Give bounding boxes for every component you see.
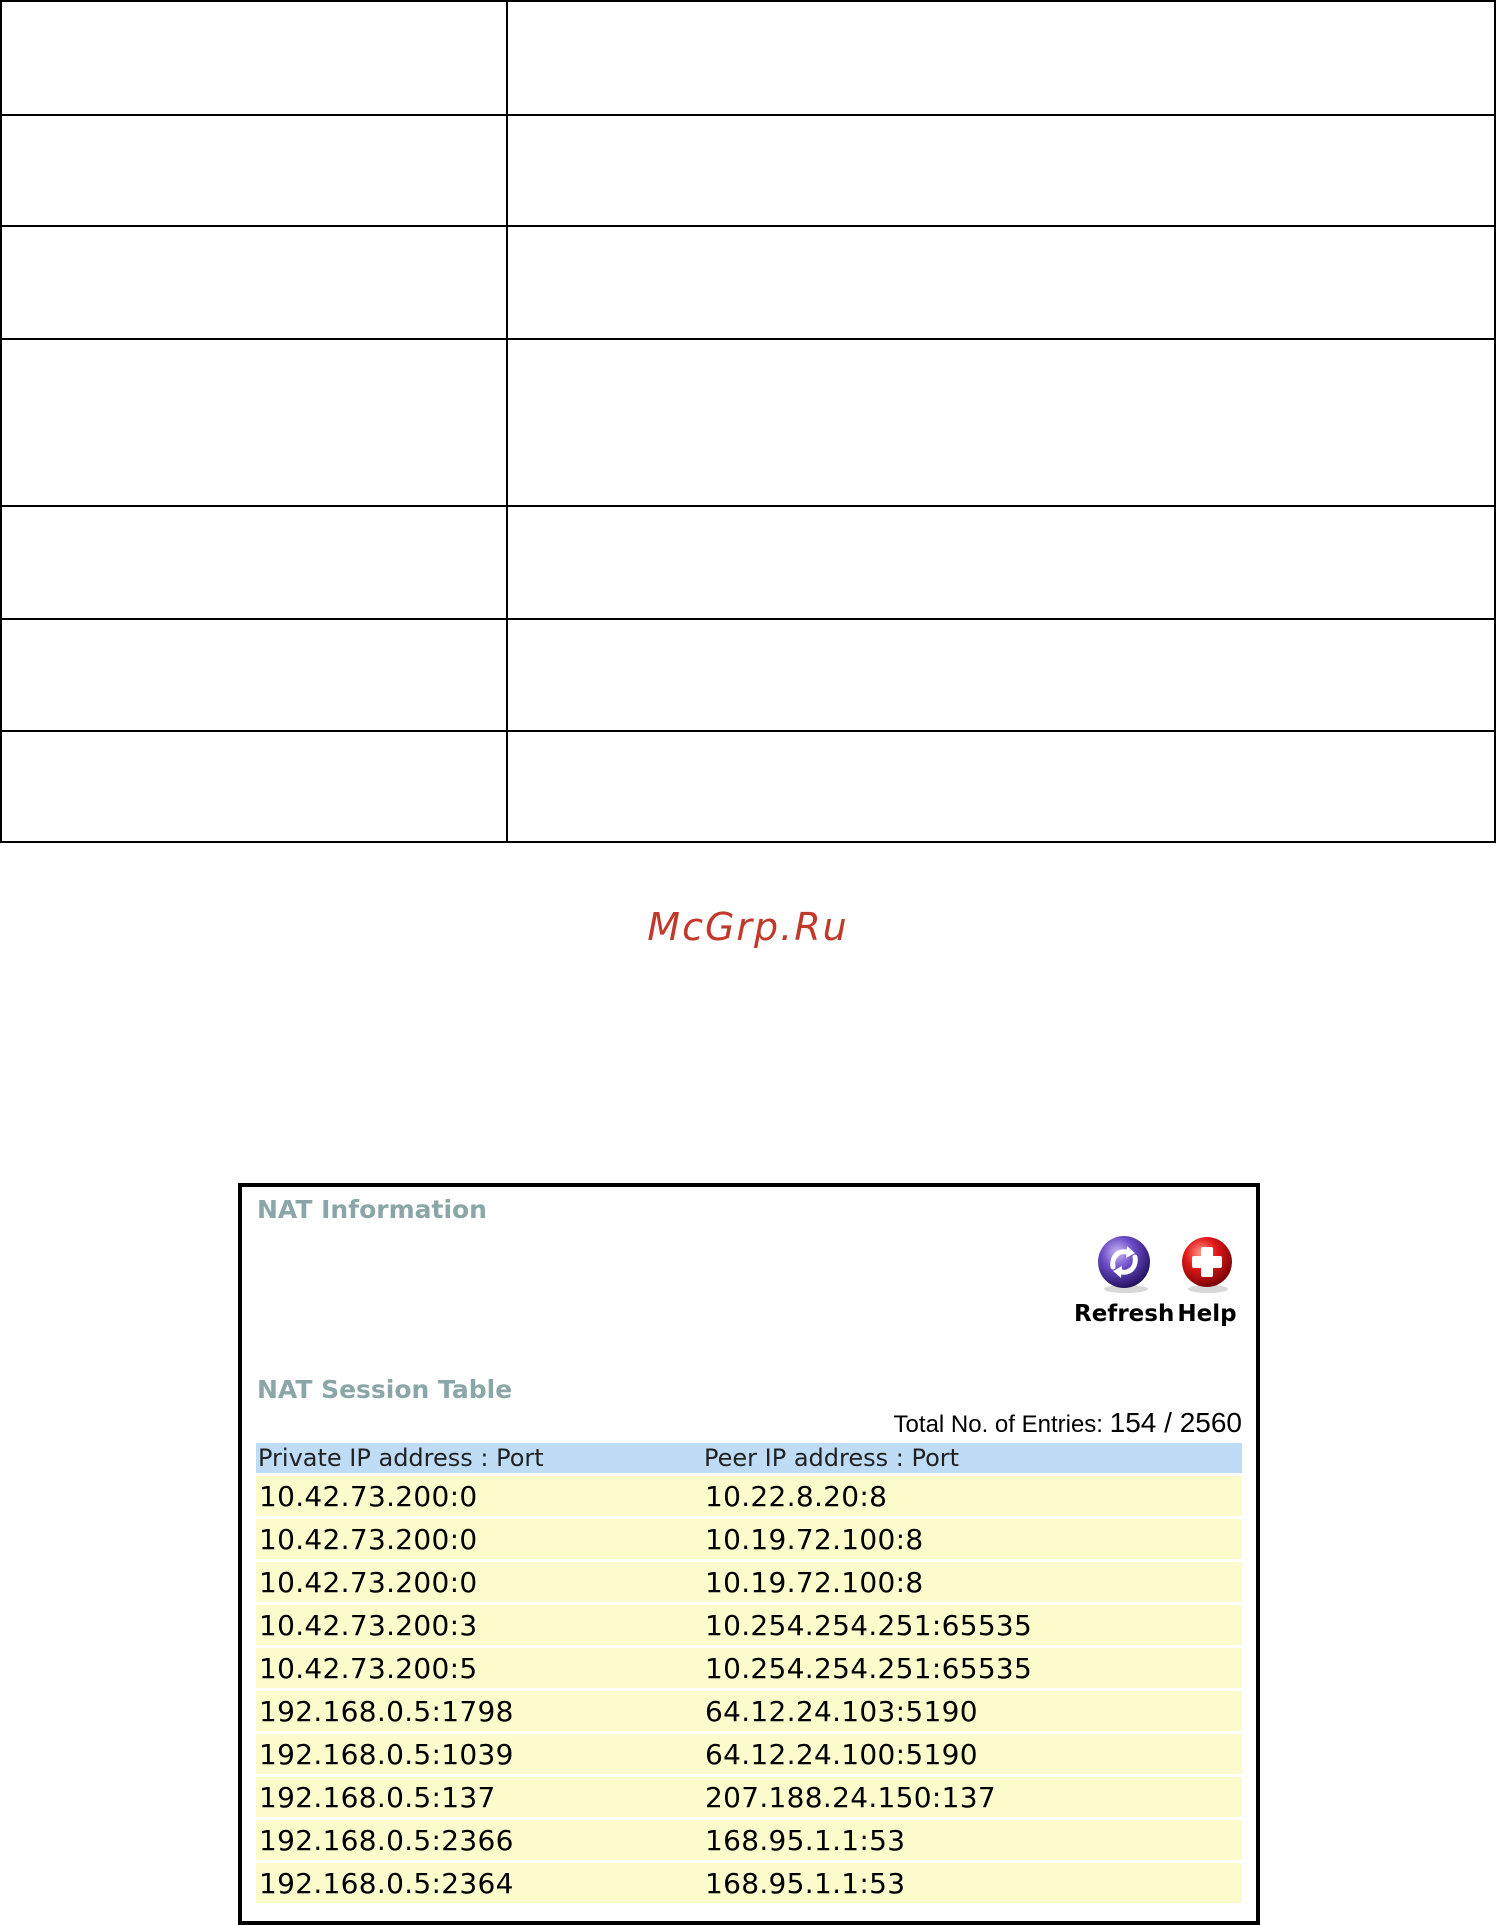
- refresh-icon: [1093, 1233, 1155, 1295]
- refresh-button[interactable]: [1074, 1233, 1174, 1327]
- private-ip-cell: 10.42.73.200:0: [256, 1476, 702, 1516]
- table-row: [256, 1734, 1242, 1774]
- grid-row-divider: [2, 730, 1494, 732]
- help-plus-icon: [1178, 1233, 1236, 1295]
- table-row: [256, 1519, 1242, 1559]
- table-row: [256, 1648, 1242, 1688]
- column-header-peer-ip: Peer IP address : Port: [702, 1443, 1242, 1473]
- peer-ip-cell: 10.19.72.100:8: [702, 1519, 1242, 1559]
- grid-row-divider: [2, 505, 1494, 507]
- peer-ip-cell: 207.188.24.150:137: [702, 1777, 1242, 1817]
- peer-ip-cell: 64.12.24.100:5190: [702, 1734, 1242, 1774]
- nat-information-title: NAT Information: [257, 1195, 487, 1224]
- peer-ip-cell: 168.95.1.1:53: [702, 1863, 1242, 1903]
- table-row: [256, 1605, 1242, 1645]
- refresh-label: Refresh: [1074, 1301, 1175, 1327]
- private-ip-cell: 192.168.0.5:2366: [256, 1820, 702, 1860]
- column-header-private-ip: Private IP address : Port: [256, 1443, 702, 1473]
- nat-session-table: [256, 1440, 1242, 1906]
- nat-information-panel: [238, 1183, 1260, 1925]
- total-entries-value: 154 / 2560: [1109, 1407, 1242, 1438]
- help-label: Help: [1177, 1301, 1237, 1327]
- grid-row-divider: [2, 114, 1494, 116]
- peer-ip-cell: 64.12.24.103:5190: [702, 1691, 1242, 1731]
- grid-row-divider: [2, 338, 1494, 340]
- table-row: [256, 1476, 1242, 1516]
- table-header-row: [256, 1443, 1242, 1473]
- empty-table-grid: [0, 0, 1496, 843]
- table-row: [256, 1691, 1242, 1731]
- private-ip-cell: 10.42.73.200:0: [256, 1519, 702, 1559]
- peer-ip-cell: 10.22.8.20:8: [702, 1476, 1242, 1516]
- peer-ip-cell: 10.254.254.251:65535: [702, 1648, 1242, 1688]
- private-ip-cell: 10.42.73.200:0: [256, 1562, 702, 1602]
- watermark-text: McGrp.Ru: [647, 905, 849, 949]
- peer-ip-cell: 168.95.1.1:53: [702, 1820, 1242, 1860]
- private-ip-cell: 10.42.73.200:5: [256, 1648, 702, 1688]
- private-ip-cell: 192.168.0.5:1798: [256, 1691, 702, 1731]
- private-ip-cell: 192.168.0.5:1039: [256, 1734, 702, 1774]
- table-row: [256, 1777, 1242, 1817]
- private-ip-cell: 192.168.0.5:137: [256, 1777, 702, 1817]
- grid-row-divider: [2, 618, 1494, 620]
- nat-session-table-title: NAT Session Table: [257, 1375, 513, 1404]
- table-row: [256, 1820, 1242, 1860]
- grid-column-divider: [506, 2, 508, 841]
- private-ip-cell: 10.42.73.200:3: [256, 1605, 702, 1645]
- private-ip-cell: 192.168.0.5:2364: [256, 1863, 702, 1903]
- peer-ip-cell: 10.19.72.100:8: [702, 1562, 1242, 1602]
- table-row: [256, 1863, 1242, 1903]
- total-entries-label: Total No. of Entries:: [893, 1411, 1103, 1438]
- table-row: [256, 1562, 1242, 1602]
- total-entries: [894, 1407, 1242, 1439]
- help-button[interactable]: [1173, 1233, 1241, 1327]
- grid-row-divider: [2, 225, 1494, 227]
- peer-ip-cell: 10.254.254.251:65535: [702, 1605, 1242, 1645]
